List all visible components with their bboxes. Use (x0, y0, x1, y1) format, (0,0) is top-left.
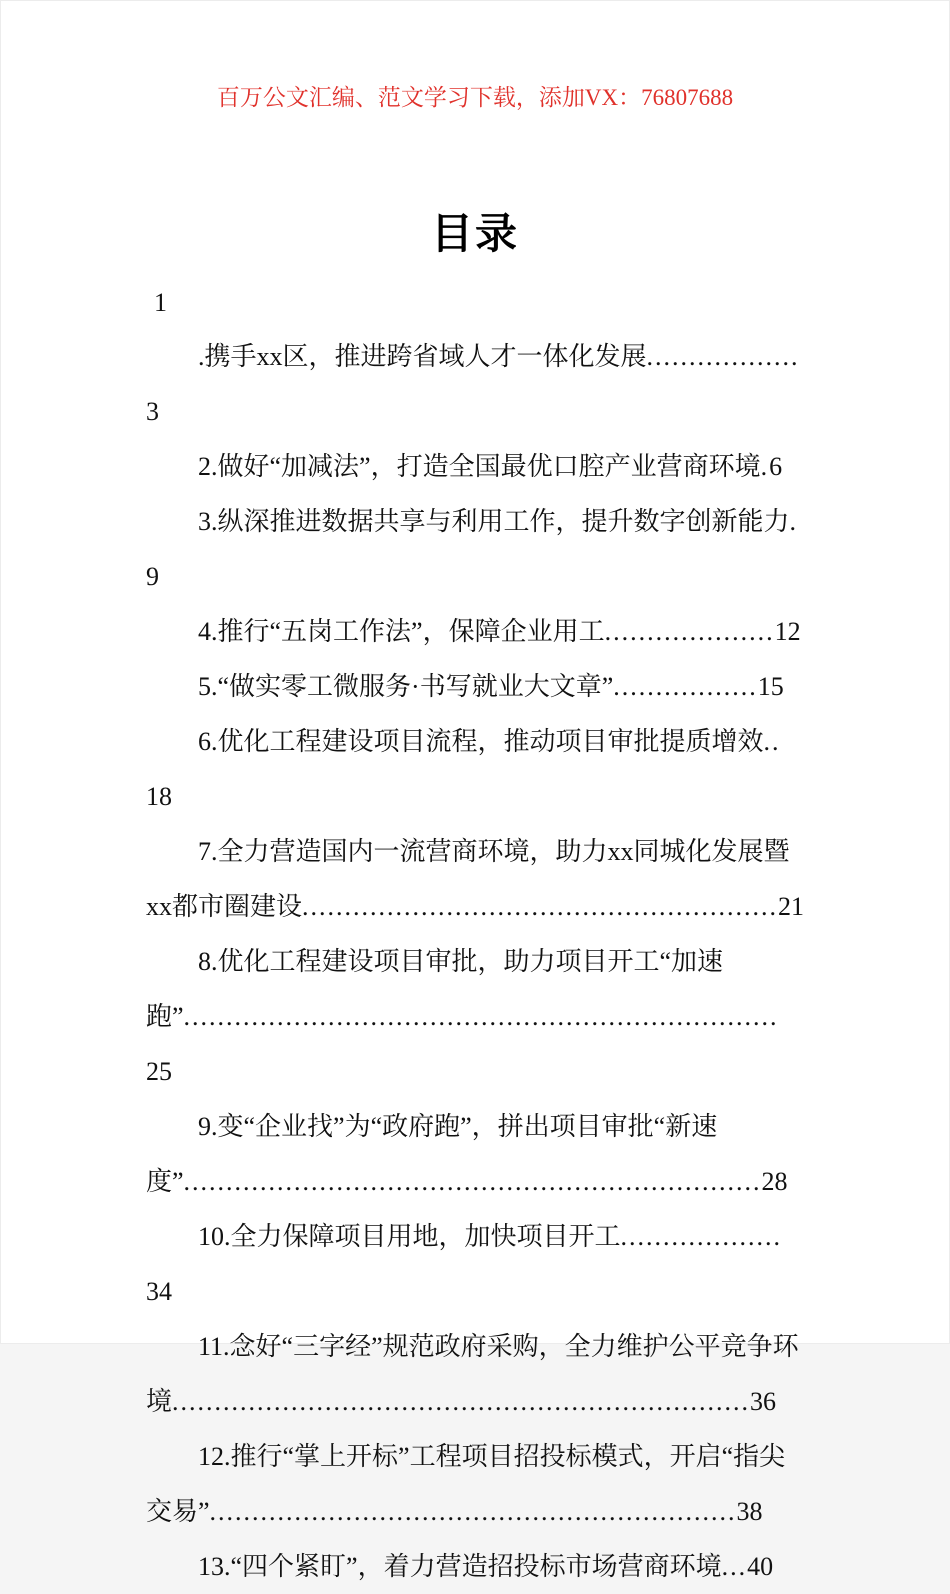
toc-entry[interactable] (146, 659, 804, 714)
toc-leader-dots: . (789, 507, 799, 536)
toc-entry-text: 7.全力营造国内一流营商环境，助力xx同城化发展暨xx都市圈建设 (146, 837, 790, 921)
promo-notice-text: 百万公文汇编、范文学习下载，添加VX：76807688 (216, 85, 734, 110)
toc-page-number: 25 (146, 1057, 172, 1086)
toc-page-number: 9 (146, 562, 159, 591)
toc-page-number: 34 (146, 1277, 172, 1306)
toc-entry[interactable] (146, 1099, 804, 1209)
toc-page-number: 18 (146, 782, 172, 811)
toc-entry-text: 11.念好“三字经”规范政府采购，全力维护公平竞争环境 (146, 1332, 799, 1416)
toc-entry[interactable] (146, 1429, 804, 1539)
toc-leader-dots: .................................................................... (172, 1387, 751, 1416)
toc-entry[interactable] (146, 824, 804, 934)
toc-entry[interactable] (146, 494, 804, 604)
toc-leader-dots: .................. (646, 342, 800, 371)
toc-entry-text: 3.纵深推进数据共享与利用工作，提升数字创新能力 (198, 507, 790, 536)
toc-page-number: 38 (736, 1497, 763, 1526)
toc-page-number: 28 (761, 1167, 788, 1196)
toc-page-number: 6 (769, 452, 783, 481)
toc-entry-text: 2.做好“加减法”，打造全国最优口腔产业营商环境 (198, 452, 761, 481)
toc-entry-text: 9.变“企业找”为“政府跑”，拼出项目审批“新速度” (146, 1112, 718, 1196)
toc-leader-dots: ........................................................ (302, 892, 779, 921)
toc-leader-dots: ... (721, 1552, 748, 1581)
toc-entry-text: 10.全力保障项目用地，加快项目开工 (198, 1222, 621, 1251)
toc-entry-text: 13.“四个紧盯”，着力营造招投标市场营商环境 (198, 1552, 722, 1581)
toc-entry[interactable] (146, 439, 804, 494)
toc-entry-number-orphan: 1 (154, 288, 167, 317)
toc-leader-dots: ................. (613, 672, 758, 701)
toc-entry[interactable] (146, 934, 804, 1099)
toc-entry[interactable] (146, 714, 804, 824)
toc-leader-dots: .............................................................. (209, 1497, 737, 1526)
toc-entry-text: .携手xx区，推进跨省域人才一体化发展 (198, 342, 647, 371)
toc-title: 目录 (430, 210, 519, 257)
toc-leader-dots: . (760, 452, 770, 481)
toc-page-number: 40 (747, 1552, 774, 1581)
toc-entry[interactable] (146, 329, 804, 439)
toc-entry[interactable] (146, 1209, 804, 1319)
toc-list (146, 329, 804, 1594)
toc-leader-dots: ................... (620, 1222, 783, 1251)
toc-page-number: 12 (774, 617, 801, 646)
toc-entry[interactable] (146, 1539, 804, 1594)
toc-entry[interactable] (146, 604, 804, 659)
toc-page-number: 21 (778, 892, 805, 921)
toc-entry[interactable] (146, 1319, 804, 1429)
toc-leader-dots: .. (763, 727, 781, 756)
toc-entry-text: 8.优化工程建设项目审批，助力项目开工“加速跑” (146, 947, 724, 1031)
toc-leader-dots: ...................................................................... (183, 1002, 779, 1031)
toc-page-number: 15 (757, 672, 784, 701)
toc-entry-text: 5.“做实零工微服务·书写就业大文章” (198, 672, 614, 701)
toc-page-number: 3 (146, 397, 159, 426)
toc-entry-text: 4.推行“五岗工作法”，保障企业用工 (198, 617, 605, 646)
toc-entry-text: 12.推行“掌上开标”工程项目招投标模式，开启“指尖交易” (146, 1442, 786, 1526)
toc-leader-dots: .................... (604, 617, 775, 646)
toc-leader-dots: .................................................................... (183, 1167, 762, 1196)
toc-page-number: 36 (750, 1387, 777, 1416)
toc-entry-text: 6.优化工程建设项目流程，推动项目审批提质增效 (198, 727, 764, 756)
